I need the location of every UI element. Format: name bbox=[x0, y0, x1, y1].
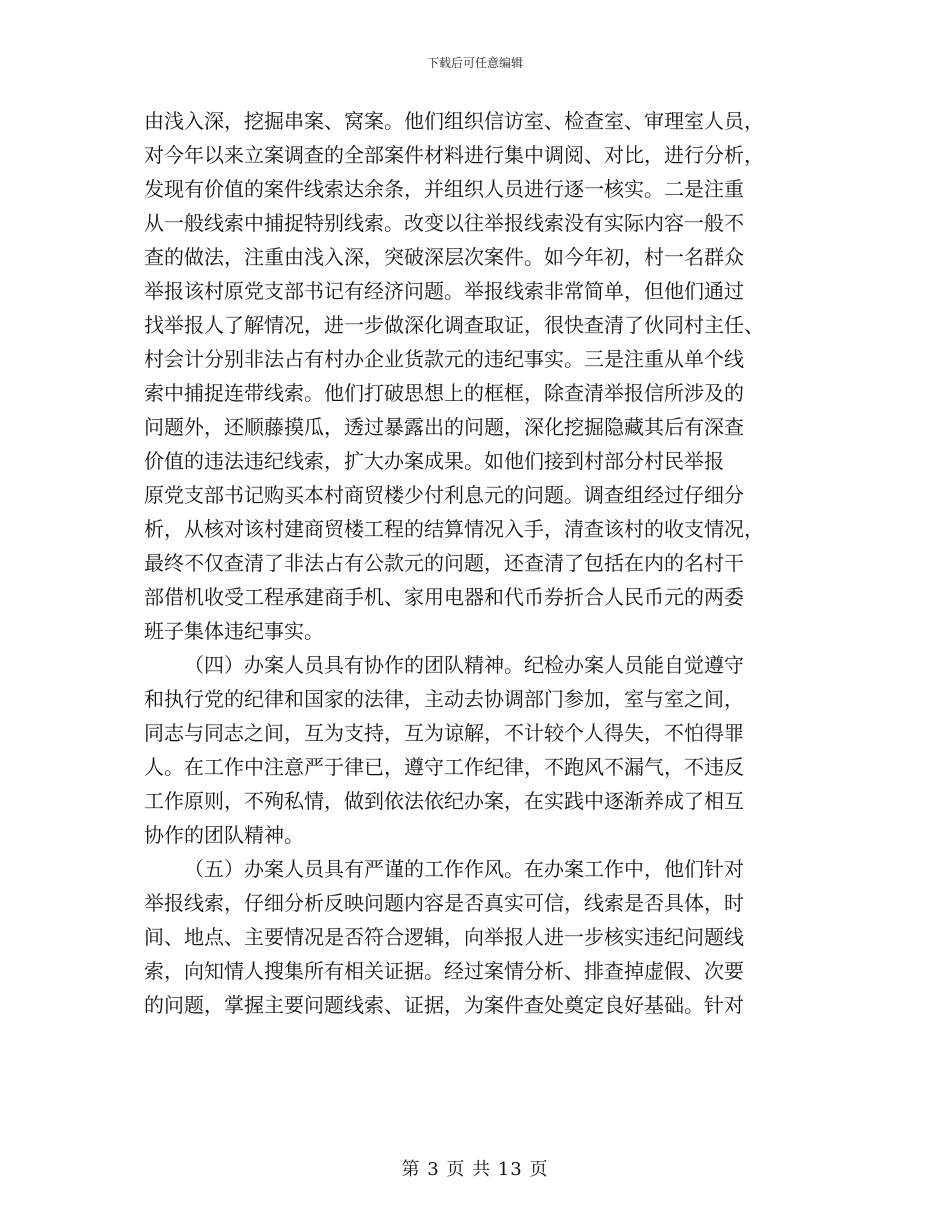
text-line: 问题外，还顺藤摸瓜，透过暴露出的问题，深化挖掘隐藏其后有深查 bbox=[144, 415, 744, 439]
text-line: （四）办案人员具有协作的团队精神。纪检办案人员能自觉遵守 bbox=[184, 653, 744, 677]
text-line: 析，从核对该村建商贸楼工程的结算情况入手，清查该村的收支情况， bbox=[144, 517, 764, 541]
text-line: 对今年以来立案调查的全部案件材料进行集中调阅、对比，进行分析， bbox=[144, 143, 764, 167]
text-line: 索，向知情人搜集所有相关证据。经过案情分析、排查掉虚假、次要 bbox=[144, 959, 744, 983]
text-line: 举报线索，仔细分析反映问题内容是否真实可信，线索是否具体，时 bbox=[144, 891, 744, 915]
page-number-footer: 第 3 页 共 13 页 bbox=[401, 1159, 549, 1180]
paragraph-continued bbox=[144, 104, 808, 648]
text-line: 协作的团队精神。 bbox=[144, 823, 304, 847]
text-line: 班子集体违纪事实。 bbox=[144, 619, 324, 643]
text-line: 间、地点、主要情况是否符合逻辑，向举报人进一步核实违纪问题线 bbox=[144, 925, 744, 949]
text-line: 人。在工作中注意严于律已，遵守工作纪律，不跑风不漏气，不违反 bbox=[144, 755, 744, 779]
paragraph-section-4 bbox=[144, 648, 808, 852]
paragraph-section-5 bbox=[144, 852, 808, 1022]
text-line: 举报该村原党支部书记有经济问题。举报线索非常简单，但他们通过 bbox=[144, 279, 744, 303]
text-line: 和执行党的纪律和国家的法律，主动去协调部门参加，室与室之间， bbox=[144, 687, 744, 711]
text-line: 最终不仅查清了非法占有公款元的问题，还查清了包括在内的名村干 bbox=[144, 551, 744, 575]
text-line: 从一般线索中捕捉特别线索。改变以往举报线索没有实际内容一般不 bbox=[144, 211, 744, 235]
text-line: 价值的违法违纪线索，扩大办案成果。如他们接到村部分村民举报 bbox=[144, 449, 724, 473]
text-line: 由浅入深，挖掘串案、窝案。他们组织信访室、检查室、审理室人员， bbox=[144, 109, 764, 133]
text-line: （五）办案人员具有严谨的工作作风。在办案工作中，他们针对 bbox=[184, 857, 744, 881]
text-line: 工作原则，不殉私情，做到依法依纪办案，在实践中逐渐养成了相互 bbox=[144, 789, 744, 813]
page-header: 下载后可任意编辑 bbox=[426, 56, 523, 70]
text-line: 索中捕捉连带线索。他们打破思想上的框框，除查清举报信所涉及的 bbox=[144, 381, 744, 405]
text-line: 查的做法，注重由浅入深，突破深层次案件。如今年初，村一名群众 bbox=[144, 245, 744, 269]
text-line: 发现有价值的案件线索达余条，并组织人员进行逐一核实。二是注重 bbox=[144, 177, 744, 201]
text-line: 部借机收受工程承建商手机、家用电器和代币券折合人民币元的两委 bbox=[144, 585, 744, 609]
text-line: 村会计分别非法占有村办企业货款元的违纪事实。三是注重从单个线 bbox=[144, 347, 744, 371]
text-line: 的问题，掌握主要问题线索、证据，为案件查处奠定良好基础。针对 bbox=[144, 993, 744, 1017]
text-line: 原党支部书记购买本村商贸楼少付利息元的问题。调查组经过仔细分 bbox=[144, 483, 744, 507]
text-line: 找举报人了解情况，进一步做深化调查取证，很快查清了伙同村主任、 bbox=[144, 313, 764, 337]
document-body bbox=[144, 104, 808, 1022]
text-line: 同志与同志之间，互为支持，互为谅解，不计较个人得失，不怕得罪 bbox=[144, 721, 744, 745]
